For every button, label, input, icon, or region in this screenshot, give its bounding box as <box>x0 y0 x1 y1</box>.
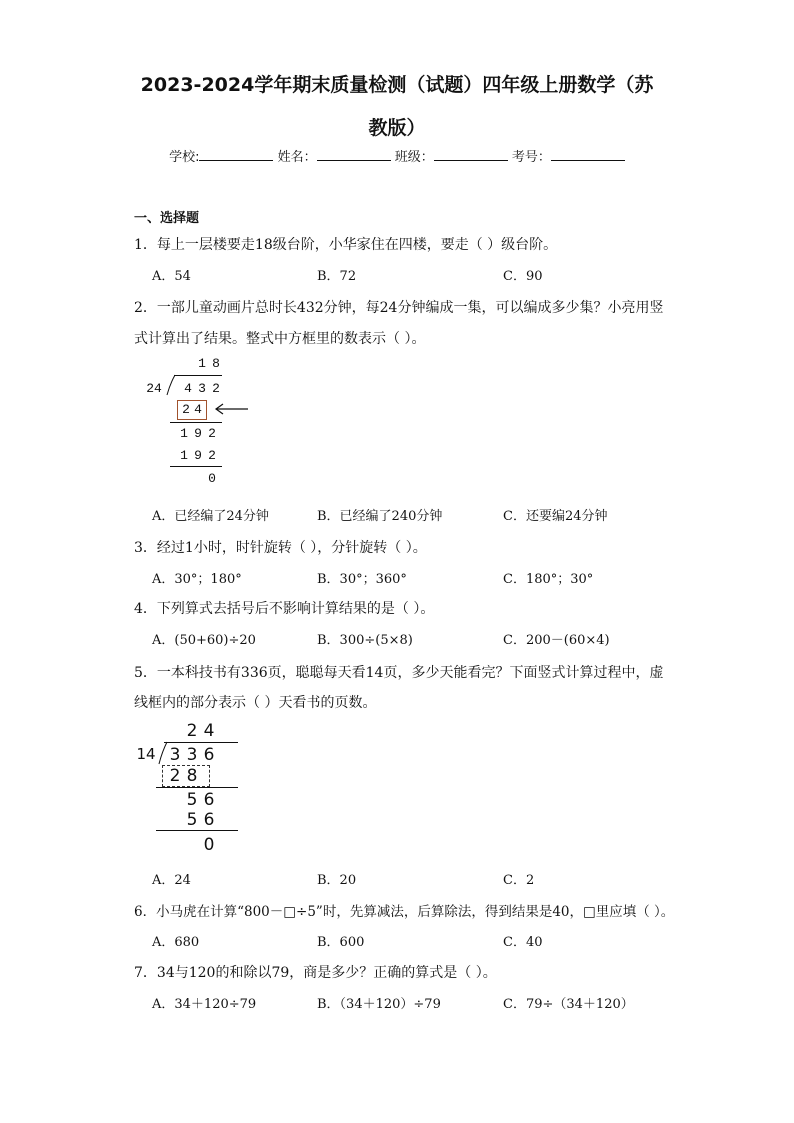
q6-option-a[interactable]: A．680 <box>152 935 200 950</box>
q2-step-digit: 2 <box>208 426 216 441</box>
q5-boxed-digit: 2 <box>169 766 181 786</box>
class-label: 班级： <box>394 150 434 165</box>
question-5-text-line-2: 线框内的部分表示（ ）天看书的页数。 <box>134 695 377 711</box>
question-1-text: 1．每上一层楼要走18级台阶，小华家住在四楼，要走（ ）级台阶。 <box>134 237 558 253</box>
q1-option-b[interactable]: B．72 <box>317 269 357 284</box>
q2-step-line <box>170 422 222 423</box>
q3-option-a[interactable]: A．30°；180° <box>152 572 242 587</box>
q5-quotient-digit: 2 <box>186 721 198 741</box>
q2-step-digit: 9 <box>194 448 202 463</box>
question-3-text: 3．经过1小时，时针旋转（ ），分针旋转（ ）。 <box>134 540 427 556</box>
q4-option-c[interactable]: C．200－(60×4) <box>503 633 610 648</box>
q3-option-b[interactable]: B．30°；360° <box>317 572 407 587</box>
q2-step-digit: 9 <box>194 426 202 441</box>
q5-option-a[interactable]: A．24 <box>152 873 191 888</box>
school-blank[interactable] <box>199 148 273 161</box>
q5-division-bar <box>164 742 238 743</box>
q2-step-line <box>170 466 222 467</box>
q5-quotient-digit: 4 <box>203 721 215 741</box>
q2-dividend-digit: 3 <box>198 381 206 396</box>
q2-quotient-digit: 1 <box>198 356 206 371</box>
question-7-text: 7．34与120的和除以79，商是多少？正确的算式是（ ）。 <box>134 965 497 981</box>
q2-boxed-digit: 2 <box>182 402 190 417</box>
class-blank[interactable] <box>434 148 508 161</box>
q2-dividend-digit: 4 <box>184 381 192 396</box>
section-title: 一、选择题 <box>134 211 200 226</box>
q5-dividend-digit: 3 <box>169 745 181 765</box>
q2-division-bar <box>174 375 222 376</box>
student-info-line <box>0 146 794 165</box>
q2-dividend-digit: 2 <box>212 381 220 396</box>
q2-remainder: 0 <box>208 471 216 486</box>
q5-step-digit: 6 <box>203 790 215 810</box>
q2-option-b[interactable]: B．已经编了240分钟 <box>317 509 443 524</box>
q5-long-division <box>134 721 254 861</box>
question-5-text-line-1: 5．一本科技书有336页，聪聪每天看14页，多少天能看完？下面竖式计算过程中，虚 <box>134 665 664 681</box>
q7-option-b[interactable]: B．（34＋120）÷79 <box>317 997 441 1012</box>
name-blank[interactable] <box>317 148 391 161</box>
q2-quotient-digit: 8 <box>212 356 220 371</box>
q5-step-line <box>156 787 238 788</box>
q2-step-digit: 1 <box>180 426 188 441</box>
q5-option-b[interactable]: B．20 <box>317 873 357 888</box>
q5-step-digit: 5 <box>186 790 198 810</box>
q2-step-digit: 2 <box>208 448 216 463</box>
q2-option-a[interactable]: A．已经编了24分钟 <box>152 509 269 524</box>
q4-option-b[interactable]: B．300÷(5×8) <box>317 633 413 648</box>
q5-boxed-digit: 8 <box>186 766 198 786</box>
q2-step-digit: 1 <box>180 448 188 463</box>
q5-divisor: 14 <box>136 745 156 763</box>
q6-option-c[interactable]: C．40 <box>503 935 543 950</box>
name-label: 姓名： <box>277 150 317 165</box>
q4-option-a[interactable]: A．(50+60)÷20 <box>152 633 256 648</box>
question-4-text: 4．下列算式去括号后不影响计算结果的是（ ）。 <box>134 601 435 617</box>
q2-boxed-digit: 4 <box>194 402 202 417</box>
q1-option-a[interactable]: A．54 <box>152 269 191 284</box>
q1-option-c[interactable]: C．90 <box>503 269 543 284</box>
q2-option-c[interactable]: C．还要编24分钟 <box>503 509 608 524</box>
q7-option-c[interactable]: C．79÷（34＋120） <box>503 997 634 1012</box>
exam-no-blank[interactable] <box>551 148 625 161</box>
q5-step-digit: 6 <box>203 810 215 830</box>
question-6-text: 6．小马虎在计算“800－□÷5”时，先算减法，后算除法，得到结果是40，□里应填（ ）。 <box>134 904 675 920</box>
school-label: 学校: <box>169 150 200 165</box>
q6-option-b[interactable]: B．600 <box>317 935 365 950</box>
q3-option-c[interactable]: C．180°；30° <box>503 572 594 587</box>
question-2-text-line-1: 2．一部儿童动画片总时长432分钟，每24分钟编成一集，可以编成多少集？小亮用竖 <box>134 300 664 316</box>
exam-no-label: 考号： <box>511 150 551 165</box>
q2-division-bracket <box>166 374 178 396</box>
page-title-line-1: 2023-2024学年期末质量检测（试题）四年级上册数学（苏 <box>140 74 654 96</box>
q2-long-division <box>140 356 260 486</box>
q5-step-line <box>156 830 238 831</box>
arrow-left-icon <box>214 402 250 416</box>
q7-option-a[interactable]: A．34＋120÷79 <box>152 997 257 1012</box>
question-2-text-line-2: 式计算出了结果。整式中方框里的数表示（ ）。 <box>134 331 426 347</box>
q5-remainder: 0 <box>203 835 215 855</box>
q5-option-c[interactable]: C．2 <box>503 873 535 888</box>
q5-step-digit: 5 <box>186 810 198 830</box>
q5-dividend-digit: 6 <box>203 745 215 765</box>
q5-dividend-digit: 3 <box>186 745 198 765</box>
q2-divisor: 24 <box>146 381 162 396</box>
page-title-line-2: 教版） <box>368 117 426 139</box>
